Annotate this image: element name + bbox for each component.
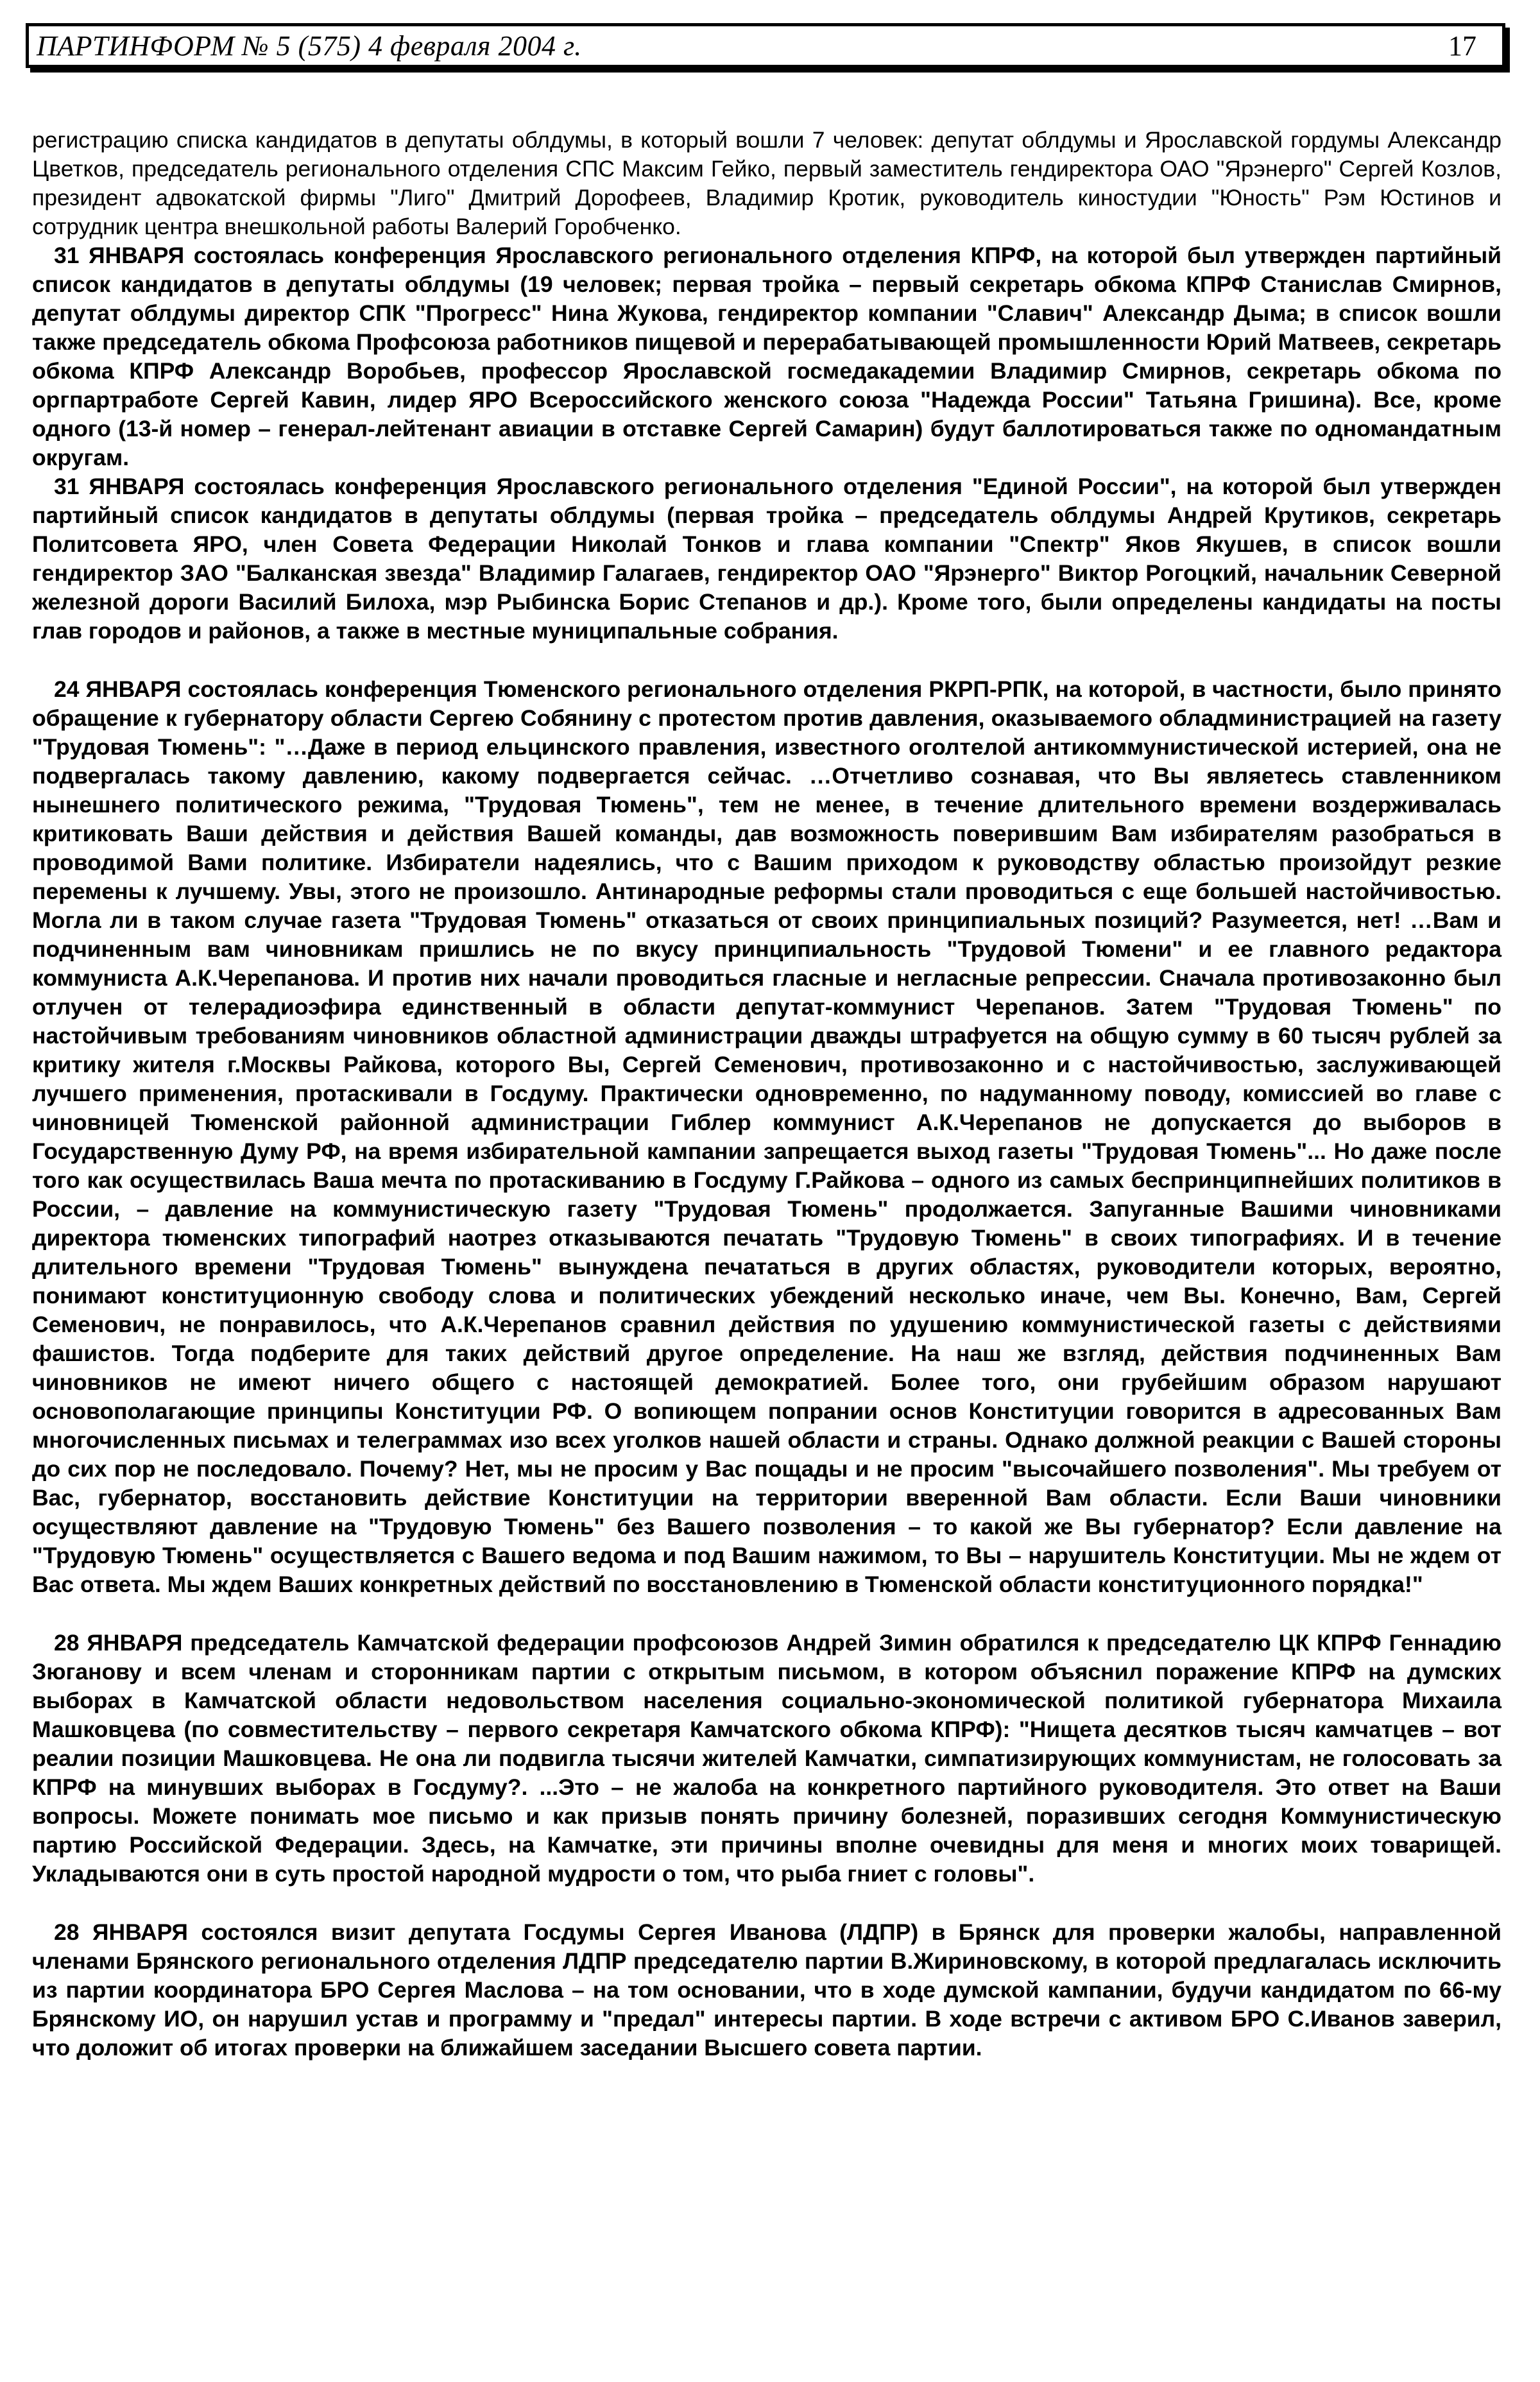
paragraph-bryansk-ldpr: 28 ЯНВАРЯ состоялся визит депутата Госдумы Сергея Иванова (ЛДПР) в Брянск для проверки жалобы, направленной членами Брянского регионального отделения ЛДПР председателю партии В.Жириновскому, в которой предлагалась исключить из партии координатора БРО Сергея Маслова – на том основании, что в ходе думской кампании, будучи кандидатом по 66-му Брянскому ИО, он нарушил устав и программу и "предал" интересы партии. В ходе встречи с активом БРО С.Иванов заверил, что доложит об итогах проверки на ближайшем заседании Высшего совета партии. (32, 1919, 1502, 2061)
paragraph-yaroslavl-united-russia: 31 ЯНВАРЯ состоялась конференция Ярославского регионального отделения "Единой России", на которой был утвержден партийный список кандидатов в депутаты облдумы (первая тройка – председатель облдумы Андрей Крутиков, секретарь Политсовета ЯРО, член Совета Федерации Николай Тонков и глава компании "Спектр" Яков Якушев, в список вошли гендиректор ЗАО "Балканская звезда" Владимир Галагаев, гендиректор ОАО "Ярэнерго" Виктор Рогоцкий, начальник Северной железной дороги Василий Билоха, мэр Рыбинска Борис Степанов и др.). Кроме того, были определены кандидаты на посты глав городов и районов, а также в местные муниципальные собрания. (32, 474, 1502, 644)
page-number: 17 (1448, 30, 1476, 62)
page-header (26, 23, 1505, 68)
newsletter-title: ПАРТИНФОРМ № 5 (575) 4 февраля 2004 г. (37, 30, 582, 62)
paragraph-kamchatka-letter: 28 ЯНВАРЯ председатель Камчатской федерации профсоюзов Андрей Зимин обратился к председателю ЦК КПРФ Геннадию Зюганову и всем членам и сторонникам партии с открытым письмом, в котором объяснил поражение КПРФ на думских выборах в Камчатской области недовольством населения социально-экономической политикой губернатора Михаила Машковцева (по совместительству – первого секретаря Камчатского обкома КПРФ): "Нищета десятков тысяч камчатцев – вот реалии позиции Машковцева. Не она ли подвигла тысячи жителей Камчатки, симпатизирующих коммунистам, не голосовать за КПРФ на минувших выборах в Госдуму?. ...Это – не жалоба на конкретного партийного руководителя. Это ответ на Ваши вопросы. Можете понимать мое письмо и как призыв понять причину болезней, поразивших сегодня Коммунистическую партию Российской Федерации. Здесь, на Камчатке, эти причины вполне очевидны для меня и многих моих товарищей. Укладываются они в суть простой народной мудрости о том, что рыба гниет с головы". (32, 1630, 1502, 1887)
paragraph-yaroslavl-kprf: 31 ЯНВАРЯ состоялась конференция Ярославского регионального отделения КПРФ, на которой был утвержден партийный список кандидатов в депутаты облдумы (19 человек; первая тройка – первый секретарь обкома КПРФ Станислав Смирнов, депутат облдумы директор СПК "Прогресс" Нина Жукова, гендиректор компании "Славич" Александр Дыма; в список вошли также председатель обкома Профсоюза работников пищевой и перерабатывающей промышленности Юрий Матвеев, секретарь обкома КПРФ Александр Воробьев, профессор Ярославской госмедакадемии Владимир Смирнов, секретарь обкома по оргпартработе Сергей Кавин, лидер ЯРО Всероссийского женского союза "Надежда России" Татьяна Гришина). Все, кроме одного (13-й номер – генерал-лейтенант авиации в отставке Сергей Самарин) будут баллотироваться также по одномандатным округам. (32, 243, 1502, 470)
paragraph-tyumen-rkrp: 24 ЯНВАРЯ состоялась конференция Тюменского регионального отделения РКРП-РПК, на которой, в частности, было принято обращение к губернатору области Сергею Собянину с протестом против давления, оказываемого обладминистрацией на газету "Трудовая Тюмень": "…Даже в период ельцинского правления, известного оголтелой антикоммунистической истерией, она не подвергалась такому давлению, какому подвергается сейчас. …Отчетливо сознавая, что Вы являетесь ставленником нынешнего политического режима, "Трудовая Тюмень", тем не менее, в течение длительного времени воздерживалась критиковать Ваши действия и действия Вашей команды, дав возможность поверившим Вам избирателям разобраться в проводимой Вами политике. Избиратели надеялись, что с Вашим приходом к руководству областью произойдут резкие перемены к лучшему. Увы, этого не произошло. Антинародные реформы стали проводиться с еще большей настойчивостью. Могла ли в таком случае газета "Трудовая Тюмень" отказаться от своих принципиальных позиций? Разумеется, нет! …Вам и подчиненным вам чиновникам пришлись не по вкусу принципиальность "Трудовой Тюмени" и ее главного редактора коммуниста А.К.Черепанова. И против них начали проводиться гласные и негласные репрессии. Сначала противозаконно был отлучен от телерадиоэфира единственный в области депутат-коммунист Черепанов. Затем "Трудовая Тюмень" по настойчивым требованиям чиновников областной администрации дважды штрафуется на общую сумму в 60 тысяч рублей за критику жителя г.Москвы Райкова, которого Вы, Сергей Семенович, противозаконно и с настойчивостью, заслуживающей лучшего применения, протаскивали в Госдуму. Практически одновременно, по надуманному поводу, комиссией во главе с чиновницей Тюменской районной администрации Гиблер коммунист А.К.Черепанов не допускается до выборов в Государственную Думу РФ, на время избирательной кампании запрещается выход газеты "Трудовая Тюмень"... Но даже после того как осуществилась Ваша мечта по протаскиванию в Госдуму Г.Райкова – одного из самых беспринципнейших политиков в России, – давление на коммунистическую газету "Трудовая Тюмень" продолжается. Запуганные Вашими чиновниками директора тюменских типографий наотрез отказываются печатать "Трудовую Тюмень" в своих типографиях. И в течение длительного времени "Трудовая Тюмень" вынуждена печататься в других областях, руководители которых, вероятно, понимают конституционную свободу слова и политических убеждений несколько иначе, чем Вы. Конечно, Вам, Сергей Семенович, не понравилось, что А.К.Черепанов сравнил действия по удушению коммунистической газеты с действиями фашистов. Тогда подберите для таких действий другое определение. На наш же взгляд, действия подчиненных Вам чиновников не имеют ничего общего с настоящей демократией. Более того, они грубейшим образом нарушают основополагающие принципы Конституции РФ. О вопиющем попрании основ Конституции говорится в адресованных Вам многочисленных письмах и телеграммах изо всех уголков нашей области и страны. Однако должной реакции с Вашей стороны до сих пор не последовало. Почему? Нет, мы не просим у Вас пощады и не просим "высочайшего позволения". Мы требуем от Вас, губернатор, восстановить действие Конституции на территории вверенной Вам области. Если Ваши чиновники осуществляют давление на "Трудовую Тюмень" без Вашего позволения – то какой же Вы губернатор? Если давление на "Трудовую Тюмень" осуществляется с Вашего ведома и под Вашим нажимом, то Вы – нарушитель Конституции. Мы не ждем от Вас ответа. Мы ждем Ваших конкретных действий по восстановлению в Тюменской области конституционного порядка!" (32, 676, 1502, 1597)
paragraph-dobrynin-list-continuation: регистрацию списка кандидатов в депутаты облдумы, в который вошли 7 человек: депутат облдумы и Ярославской гордумы Александр Цветков, председатель регионального отделения СПС Максим Гейко, первый заместитель гендиректора ОАО "Ярэнерго" Сергей Козлов, президент адвокатской фирмы "Лиго" Дмитрий Дорофеев, Владимир Кротик, руководитель киностудии "Юность" Рэм Юстинов и сотрудник центра внешкольной работы Валерий Горобченко. (32, 127, 1502, 239)
article-body (32, 126, 1502, 2062)
